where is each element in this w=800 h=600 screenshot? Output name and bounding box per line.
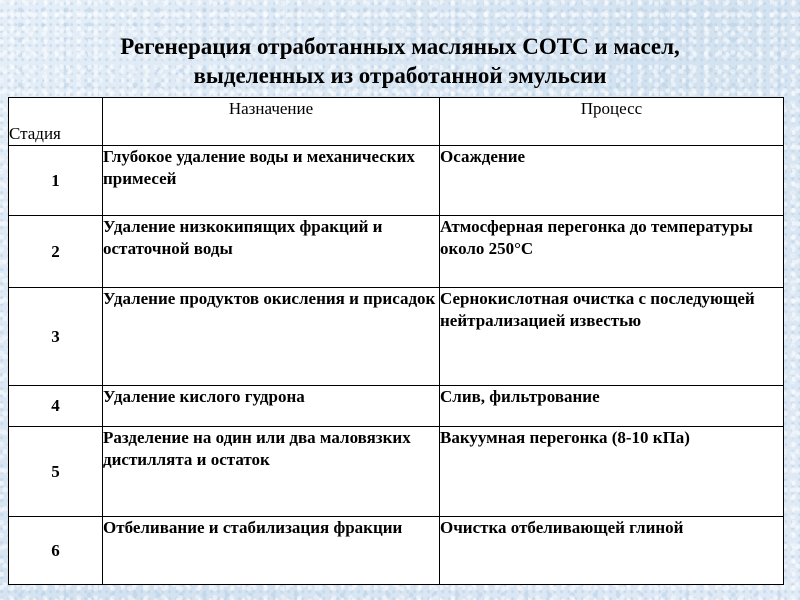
table-row	[9, 216, 784, 288]
stage-cell: 3	[9, 288, 103, 386]
stage-cell: 5	[9, 427, 103, 517]
process-cell: Очистка отбеливающей глиной	[440, 517, 784, 585]
purpose-cell: Разделение на один или два маловязких дистиллята и остаток	[103, 427, 440, 517]
page-title	[0, 32, 800, 90]
stage-cell: 1	[9, 146, 103, 216]
stage-cell: 2	[9, 216, 103, 288]
table-row	[9, 288, 784, 386]
table-row	[9, 146, 784, 216]
purpose-cell: Отбеливание и стабилизация фракции	[103, 517, 440, 585]
purpose-cell: Удаление низкокипящих фракций и остаточной воды	[103, 216, 440, 288]
title-line-1: Регенерация отработанных масляных СОТС и масел,	[120, 34, 680, 59]
process-cell: Слив, фильтрование	[440, 386, 784, 427]
process-cell: Атмосферная перегонка до температуры около 250°С	[440, 216, 784, 288]
table-row	[9, 517, 784, 585]
regeneration-table	[8, 97, 784, 585]
table-row	[9, 427, 784, 517]
process-cell: Вакуумная перегонка (8-10 кПа)	[440, 427, 784, 517]
table-row	[9, 386, 784, 427]
purpose-cell: Удаление продуктов окисления и присадок	[103, 288, 440, 386]
table-header-row	[9, 98, 784, 146]
process-cell: Осаждение	[440, 146, 784, 216]
header-purpose: Назначение	[103, 98, 440, 146]
header-process: Процесс	[440, 98, 784, 146]
stage-cell: 4	[9, 386, 103, 427]
process-cell: Сернокислотная очистка с последующей нейтрализацией известью	[440, 288, 784, 386]
stage-cell: 6	[9, 517, 103, 585]
purpose-cell: Глубокое удаление воды и механических примесей	[103, 146, 440, 216]
purpose-cell: Удаление кислого гудрона	[103, 386, 440, 427]
header-stage: Стадия	[9, 98, 103, 146]
title-line-2: выделенных из отработанной эмульсии	[193, 63, 607, 88]
